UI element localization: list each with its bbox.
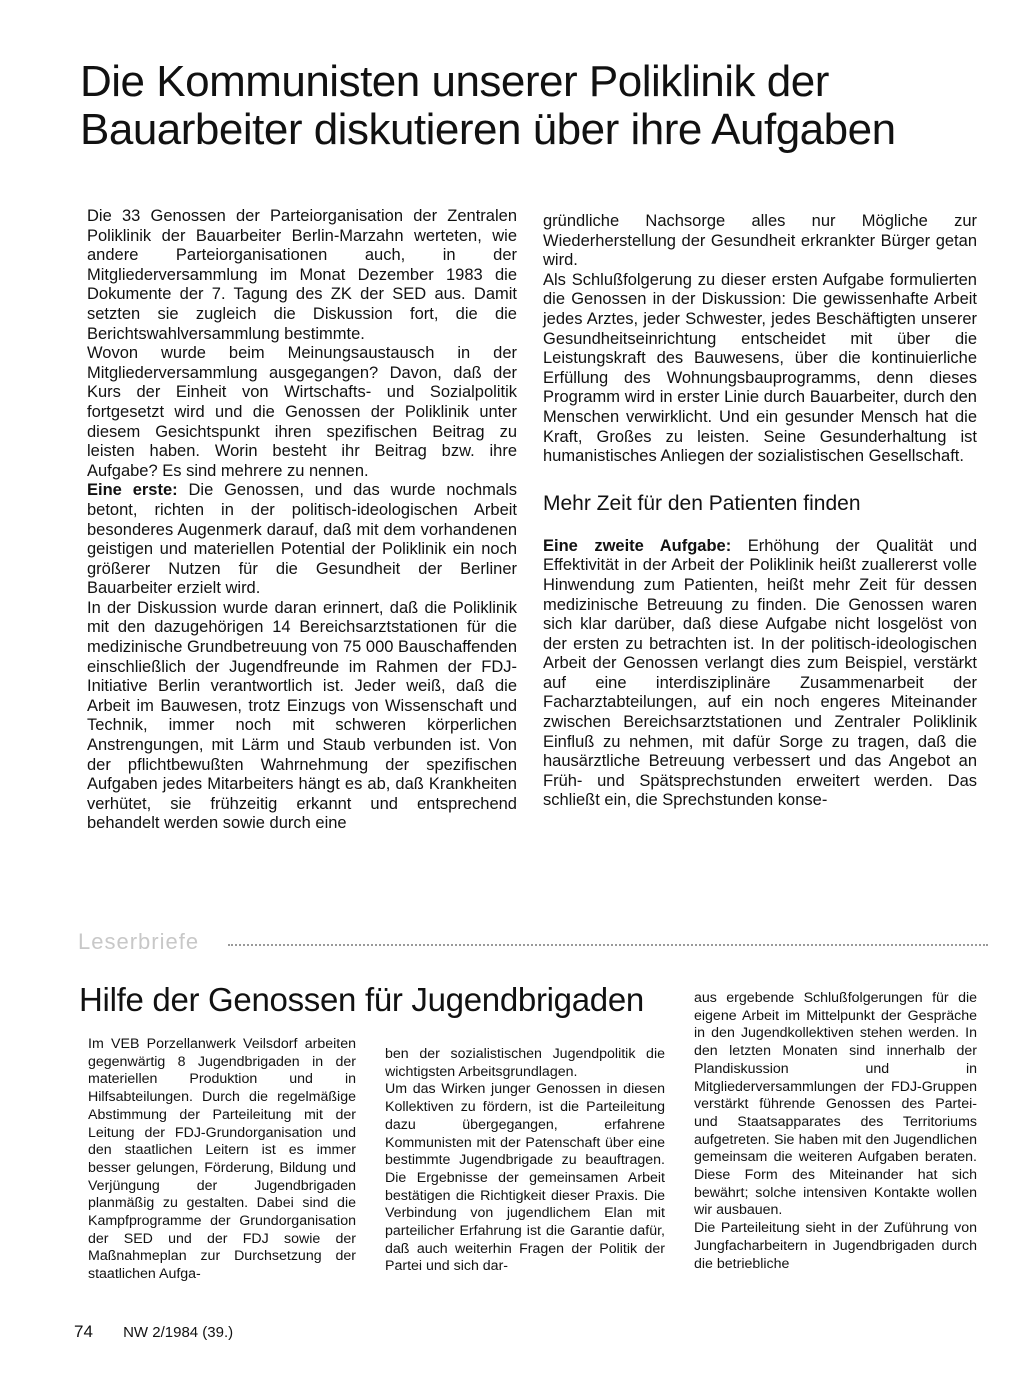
paragraph: Die Parteileitung sieht in der Zuführung von Jungfacharbeitern in Jugendbrigaden durch die betriebliche: [694, 1220, 977, 1272]
paragraph-lead: Eine erste:: [87, 481, 178, 500]
issue-reference: NW 2/1984 (39.): [123, 1324, 234, 1341]
article-column-2: [543, 212, 977, 811]
rubric-divider: [228, 944, 988, 948]
article-column-1: [87, 207, 517, 834]
paragraph-body: Erhöhung der Qualität und Effektivität in der Arbeit der Poliklinik heißt zuallererst volle Hinwendung zum Patienten, heißt mehr Zeit für dessen medizinische Betreuung zu finden. Die Genossen waren sich klar darüber, daß diese Aufgabe nicht losgelöst von der ersten zu betrachten ist. In der politisch-ideologischen Arbeit der Genossen verlangt dies zum Beispiel, verstärkt auf eine interdisziplinäre Zusammenarbeit der Facharztabteilungen, auf ein noch engeres Miteinander zwischen Bereichsarztstationen und Zentraler Poliklinik Einfluß zu nehmen, mit dafür Sorge zu tragen, daß die hausärztliche Betreuung verbessert und das Angebot an Früh- und Spätsprechstunden erweitert werden. Das schließt ein, die Sprechstunden konse-: [543, 536, 977, 810]
letter-column-1: [88, 1036, 356, 1284]
paragraph: [543, 537, 977, 811]
rubric-bar: [78, 928, 978, 958]
paragraph: Wovon wurde beim Meinungsaustausch in der Mitgliederversammlung ausgegangen? Davon, daß der Kurs der Einheit von Wirtschafts- und Sozialpolitik fortgesetzt wird und die Genossen der Poliklinik unter diesem Gesichtspunkt ihren spezifischen Beitrag zu leisten haben. Worin besteht ihr Beitrag bzw. ihre Aufgabe? Es sind mehrere zu nennen.: [87, 344, 517, 480]
paragraph: ben der sozialistischen Jugendpolitik die wichtigsten Arbeitsgrundlagen.: [385, 1046, 665, 1080]
paragraph: aus ergebende Schlußfolgerungen für die eigene Arbeit im Mittelpunkt der Gespräche in den Jugendkollektiven stehen werden. In den letzten Monaten sind innerhalb der Plandiskussion und in Mitgliederversammlungen der FDJ-Gruppen verstärkt führende Genossen des Partei- und Staatsapparates des Territoriums aufgetreten. Sie haben mit den Jugendlichen gemeinsam die weiteren Aufgaben beraten. Diese Form des Miteinander hat sich bewährt; solche intensiven Kontakte wollen wir ausbauen.: [694, 990, 977, 1219]
page-number: 74: [74, 1322, 93, 1341]
paragraph: Als Schlußfolgerung zu dieser ersten Aufgabe formulierten die Genossen in der Diskussion: Die gewissenhafte Arbeit jedes Arztes, jeder Schwester, jedes Beschäftigten unserer Gesundheitseinrichtung entscheidet mit über die Leistungskraft des Bauwesens, über die kontinuierliche Erfüllung des Wohnungsbauprogramms, denn dieses Programm wird in erster Linie durch Bauarbeiter, durch den Menschen verwirklicht. Und ein gesunder Mensch hat die Kraft, Großes zu leisten. Seine Gesunderhaltung ist humanistisches Anliegen der sozialistischen Gesellschaft.: [543, 270, 977, 466]
paragraph: [87, 481, 517, 599]
paragraph: Um das Wirken junger Genossen in diesen Kollektiven zu fördern, ist die Parteileitung dazu übergegangen, erfahrene Kommunisten mit der Patenschaft über eine bestimmte Jugendbrigade zu beauftragen. Die Ergebnisse der gemeinsamen Arbeit bestätigen die Richtigkeit dieser Praxis. Die Verbindung von jugendlichem Elan mit parteilicher Erfahrung ist die Garantie dafür, daß auch weiterhin Fragen der Politik der Partei und sich dar-: [385, 1081, 665, 1275]
paragraph-lead: Eine zweite Aufgabe:: [543, 536, 732, 555]
paragraph: gründliche Nachsorge alles nur Mögliche zur Wiederherstellung der Gesundheit erkrankter Bürger getan wird.: [543, 212, 977, 270]
rubric-label: Leserbriefe: [78, 929, 200, 954]
letter-column-2: [385, 1046, 665, 1276]
paragraph: Die 33 Genossen der Parteiorganisation der Zentralen Poliklinik der Bauarbeiter Berlin-Marzahn werteten, wie andere Parteiorganisationen auch, in der Mitgliederversammlung im Monat Dezember 1983 die Dokumente der 7. Tagung des ZK der SED aus. Damit setzten sie zugleich die Diskussion fort, die die Berichtswahlversammlung bestimmte.: [87, 207, 517, 343]
article-title: Hilfe der Genossen für Jugendbrigaden: [79, 981, 644, 1018]
article-title: Die Kommunisten unserer Poliklinik der Bauarbeiter diskutieren über ihre Aufgaben: [80, 57, 896, 154]
paragraph: Im VEB Porzellanwerk Veilsdorf arbeiten gegenwärtig 8 Jugendbrigaden in der materiellen Produktion und in Hilfsabteilungen. Durch die regelmäßige Abstimmung der Parteileitung mit der Leitung der FDJ-Grundorganisation und den staatlichen Leitern ist es immer besser gelungen, Förderung, Bildung und Verjüngung der Jugendbrigaden planmäßig zu gestalten. Dabei sind die Kampfprogramme der Grundorganisation der SED und der FDJ sowie der Maßnahmeplan zur Durchsetzung der staatlichen Aufga-: [88, 1036, 356, 1283]
paragraph: In der Diskussion wurde daran erinnert, daß die Poliklinik mit den dazugehörigen 14 Bereichsarztstationen für die medizinische Grundbetreuung von 75 000 Bauschaffenden einschließlich der Jugendfreunde im Rahmen der FDJ-Initiative Berlin verantwortlich ist. Jeder weiß, daß die Arbeit im Bauwesen, trotz Einzugs von Wissenschaft und Technik, immer noch mit schweren körperlichen Anstrengungen, mit Lärm und Staub verbunden ist. Von der pflichtbewußten Wahrnehmung der spezifischen Aufgaben jedes Mitarbeiters hängt es ab, daß Krankheiten verhütet, sie frühzeitig erkannt und entsprechend behandelt werden sowie durch eine: [87, 598, 517, 833]
letter-column-3: [694, 990, 977, 1273]
page-footer: [74, 1323, 574, 1342]
paragraph-body: Die Genossen, und das wurde nochmals betont, richten in der politisch-ideologischen Arbeit besonderes Augenmerk darauf, daß mit dem vorhandenen geistigen und materiellen Potential der Poliklinik ein noch größerer Nutzen für die Gesundheit der Berliner Bauarbeiter erzielt wird.: [87, 481, 517, 598]
section-heading: Mehr Zeit für den Patienten finden: [543, 491, 861, 515]
